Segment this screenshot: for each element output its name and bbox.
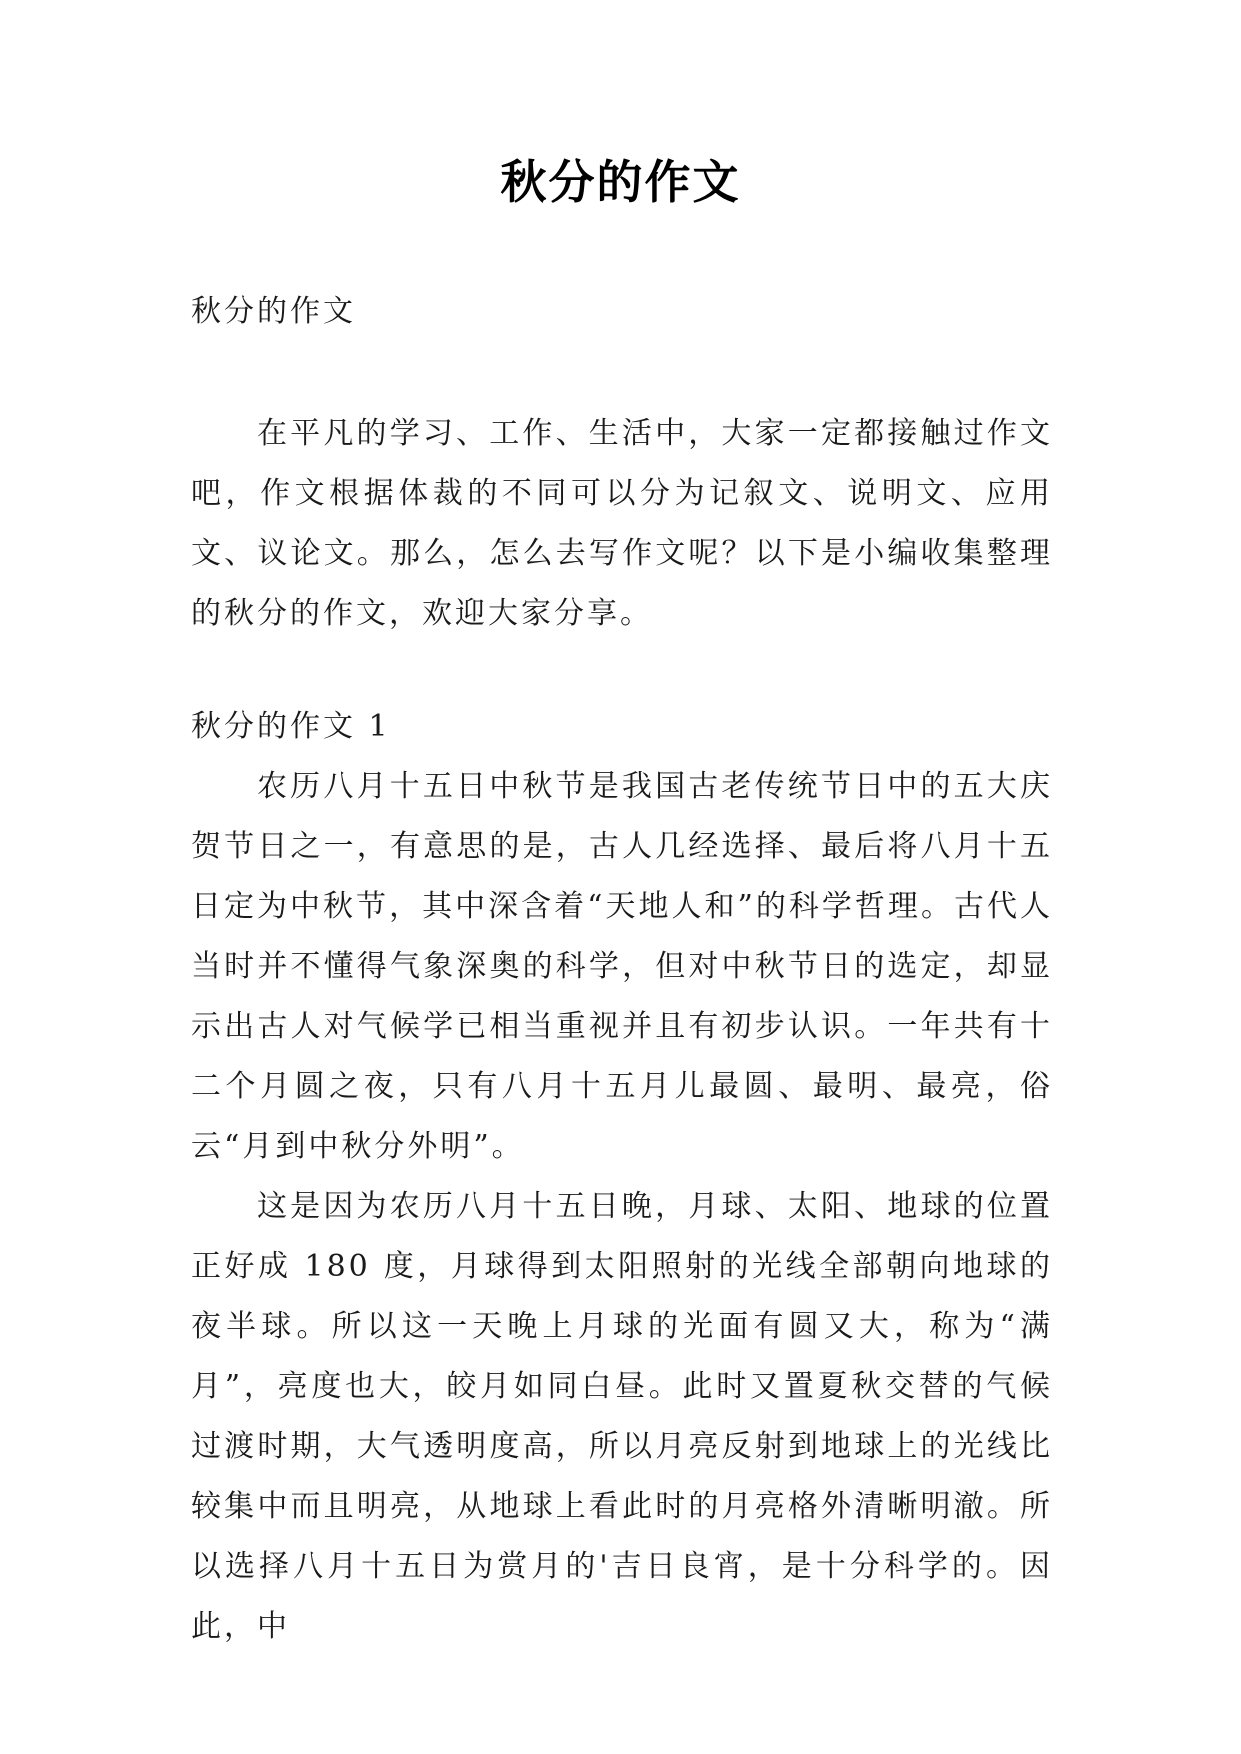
document-title: 秋分的作文 [500,155,741,209]
essay-body [191,757,1053,1657]
essay-paragraph: 这是因为农历八月十五日晚，月球、太阳、地球的位置正好成 180 度，月球得到太阳照射的光线全部朝向地球的夜半球。所以这一天晚上月球的光面有圆又大，称为“满月”，亮度也大，皎月如同白昼。此时又置夏秋交替的气候过渡时期，大气透明度高，所以月亮反射到地球上的光线比较集中而且明亮，从地球上看此时的月亮格外清晰明澈。所以选择八月十五日为赏月的'吉日良宵，是十分科学的。因此，中 [191,1189,1053,1644]
intro-paragraph: 在平凡的学习、工作、生活中，大家一定都接触过作文吧，作文根据体裁的不同可以分为记叙文、说明文、应用文、议论文。那么，怎么去写作文呢？以下是小编收集整理的秋分的作文，欢迎大家分享。 [191,416,1053,631]
section-heading: 秋分的作文 1 [191,709,391,744]
document-subtitle: 秋分的作文 [191,294,356,329]
essay-paragraph: 农历八月十五日中秋节是我国古老传统节日中的五大庆贺节日之一，有意思的是，古人几经选择、最后将八月十五日定为中秋节，其中深含着“天地人和”的科学哲理。古代人当时并不懂得气象深奥的科学，但对中秋节日的选定，却显示出古人对气候学已相当重视并且有初步认识。一年共有十二个月圆之夜，只有八月十五月儿最圆、最明、最亮，俗云“月到中秋分外明”。 [191,769,1053,1164]
